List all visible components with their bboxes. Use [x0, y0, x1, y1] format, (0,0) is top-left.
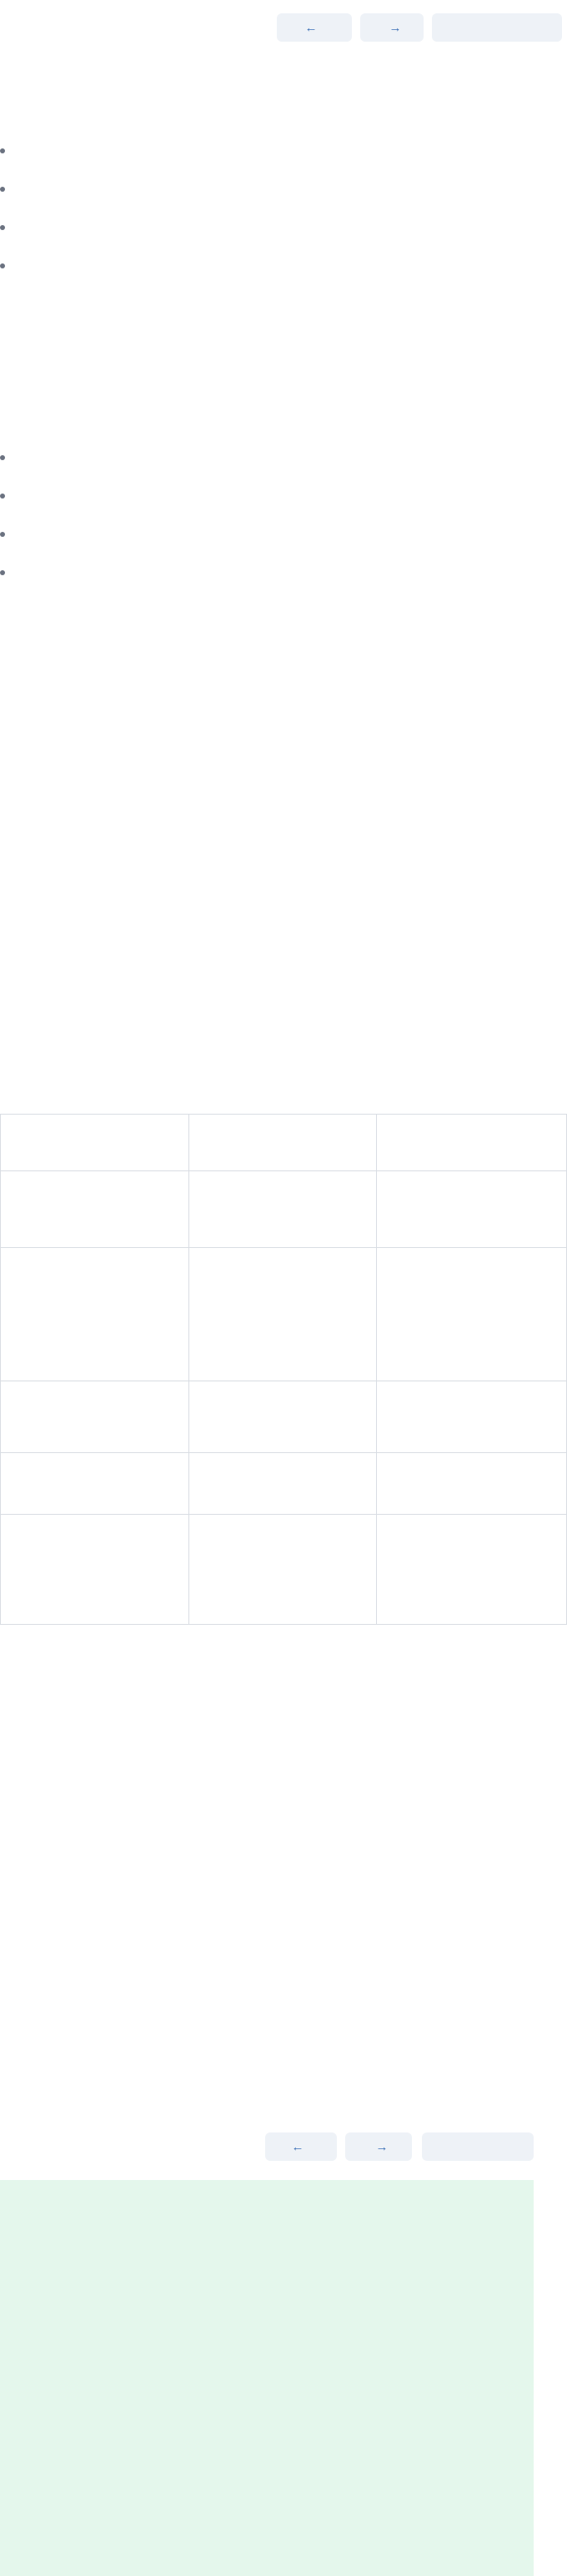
table-row: [1, 1171, 567, 1248]
all-exercises-button[interactable]: [432, 13, 562, 42]
bullet-icon: [0, 570, 5, 575]
bullet-icon: [0, 455, 5, 460]
all-exercises-button[interactable]: [422, 2132, 534, 2161]
table-cell: [377, 1453, 567, 1515]
highlighted-answer-block: [0, 2180, 534, 2576]
table-row: [1, 1453, 567, 1515]
list-item: [0, 143, 20, 160]
table-cell: [1, 1248, 189, 1381]
arrow-right-icon: →: [389, 20, 402, 35]
exercise-header: [0, 8, 567, 47]
next-exercise-button[interactable]: [345, 2132, 412, 2161]
arrow-left-icon: ←: [291, 2139, 304, 2154]
table-header-row: [1, 1115, 567, 1171]
bullet-icon: [0, 532, 5, 537]
bullet-icon: [0, 225, 5, 230]
bullet-icon: [0, 187, 5, 192]
list-item: [0, 220, 20, 237]
prev-exercise-button[interactable]: [277, 13, 352, 42]
prev-exercise-button[interactable]: [265, 2132, 337, 2161]
table-header-cell: [188, 1115, 377, 1171]
table-header-cell: [1, 1115, 189, 1171]
table-row: [1, 1248, 567, 1381]
table-cell: [1, 1381, 189, 1453]
table-header-cell: [377, 1115, 567, 1171]
table-cell: [188, 1248, 377, 1381]
list-item: [0, 450, 20, 467]
table-cell: [1, 1171, 189, 1248]
means-of-connection-table: [0, 1114, 567, 1625]
table-cell: [377, 1171, 567, 1248]
table-row: [1, 1515, 567, 1625]
list-item: [0, 565, 20, 582]
list-item: [0, 182, 20, 198]
list-item: [0, 489, 20, 505]
bullet-icon: [0, 148, 5, 153]
table-cell: [1, 1453, 189, 1515]
list-item: [0, 258, 20, 275]
arrow-right-icon: →: [375, 2139, 389, 2154]
table-row: [1, 1381, 567, 1453]
next-exercise-button[interactable]: [360, 13, 424, 42]
arrow-left-icon: ←: [304, 20, 318, 35]
exercise-header-duplicate: [0, 2127, 567, 2166]
table-cell: [188, 1515, 377, 1625]
table-cell: [1, 1515, 189, 1625]
list-item: [0, 527, 20, 544]
table-cell: [188, 1453, 377, 1515]
table-cell: [188, 1171, 377, 1248]
table-cell: [377, 1248, 567, 1381]
table-cell: [377, 1515, 567, 1625]
bullet-icon: [0, 494, 5, 499]
bullet-icon: [0, 263, 5, 268]
table-cell: [188, 1381, 377, 1453]
table-cell: [377, 1381, 567, 1453]
